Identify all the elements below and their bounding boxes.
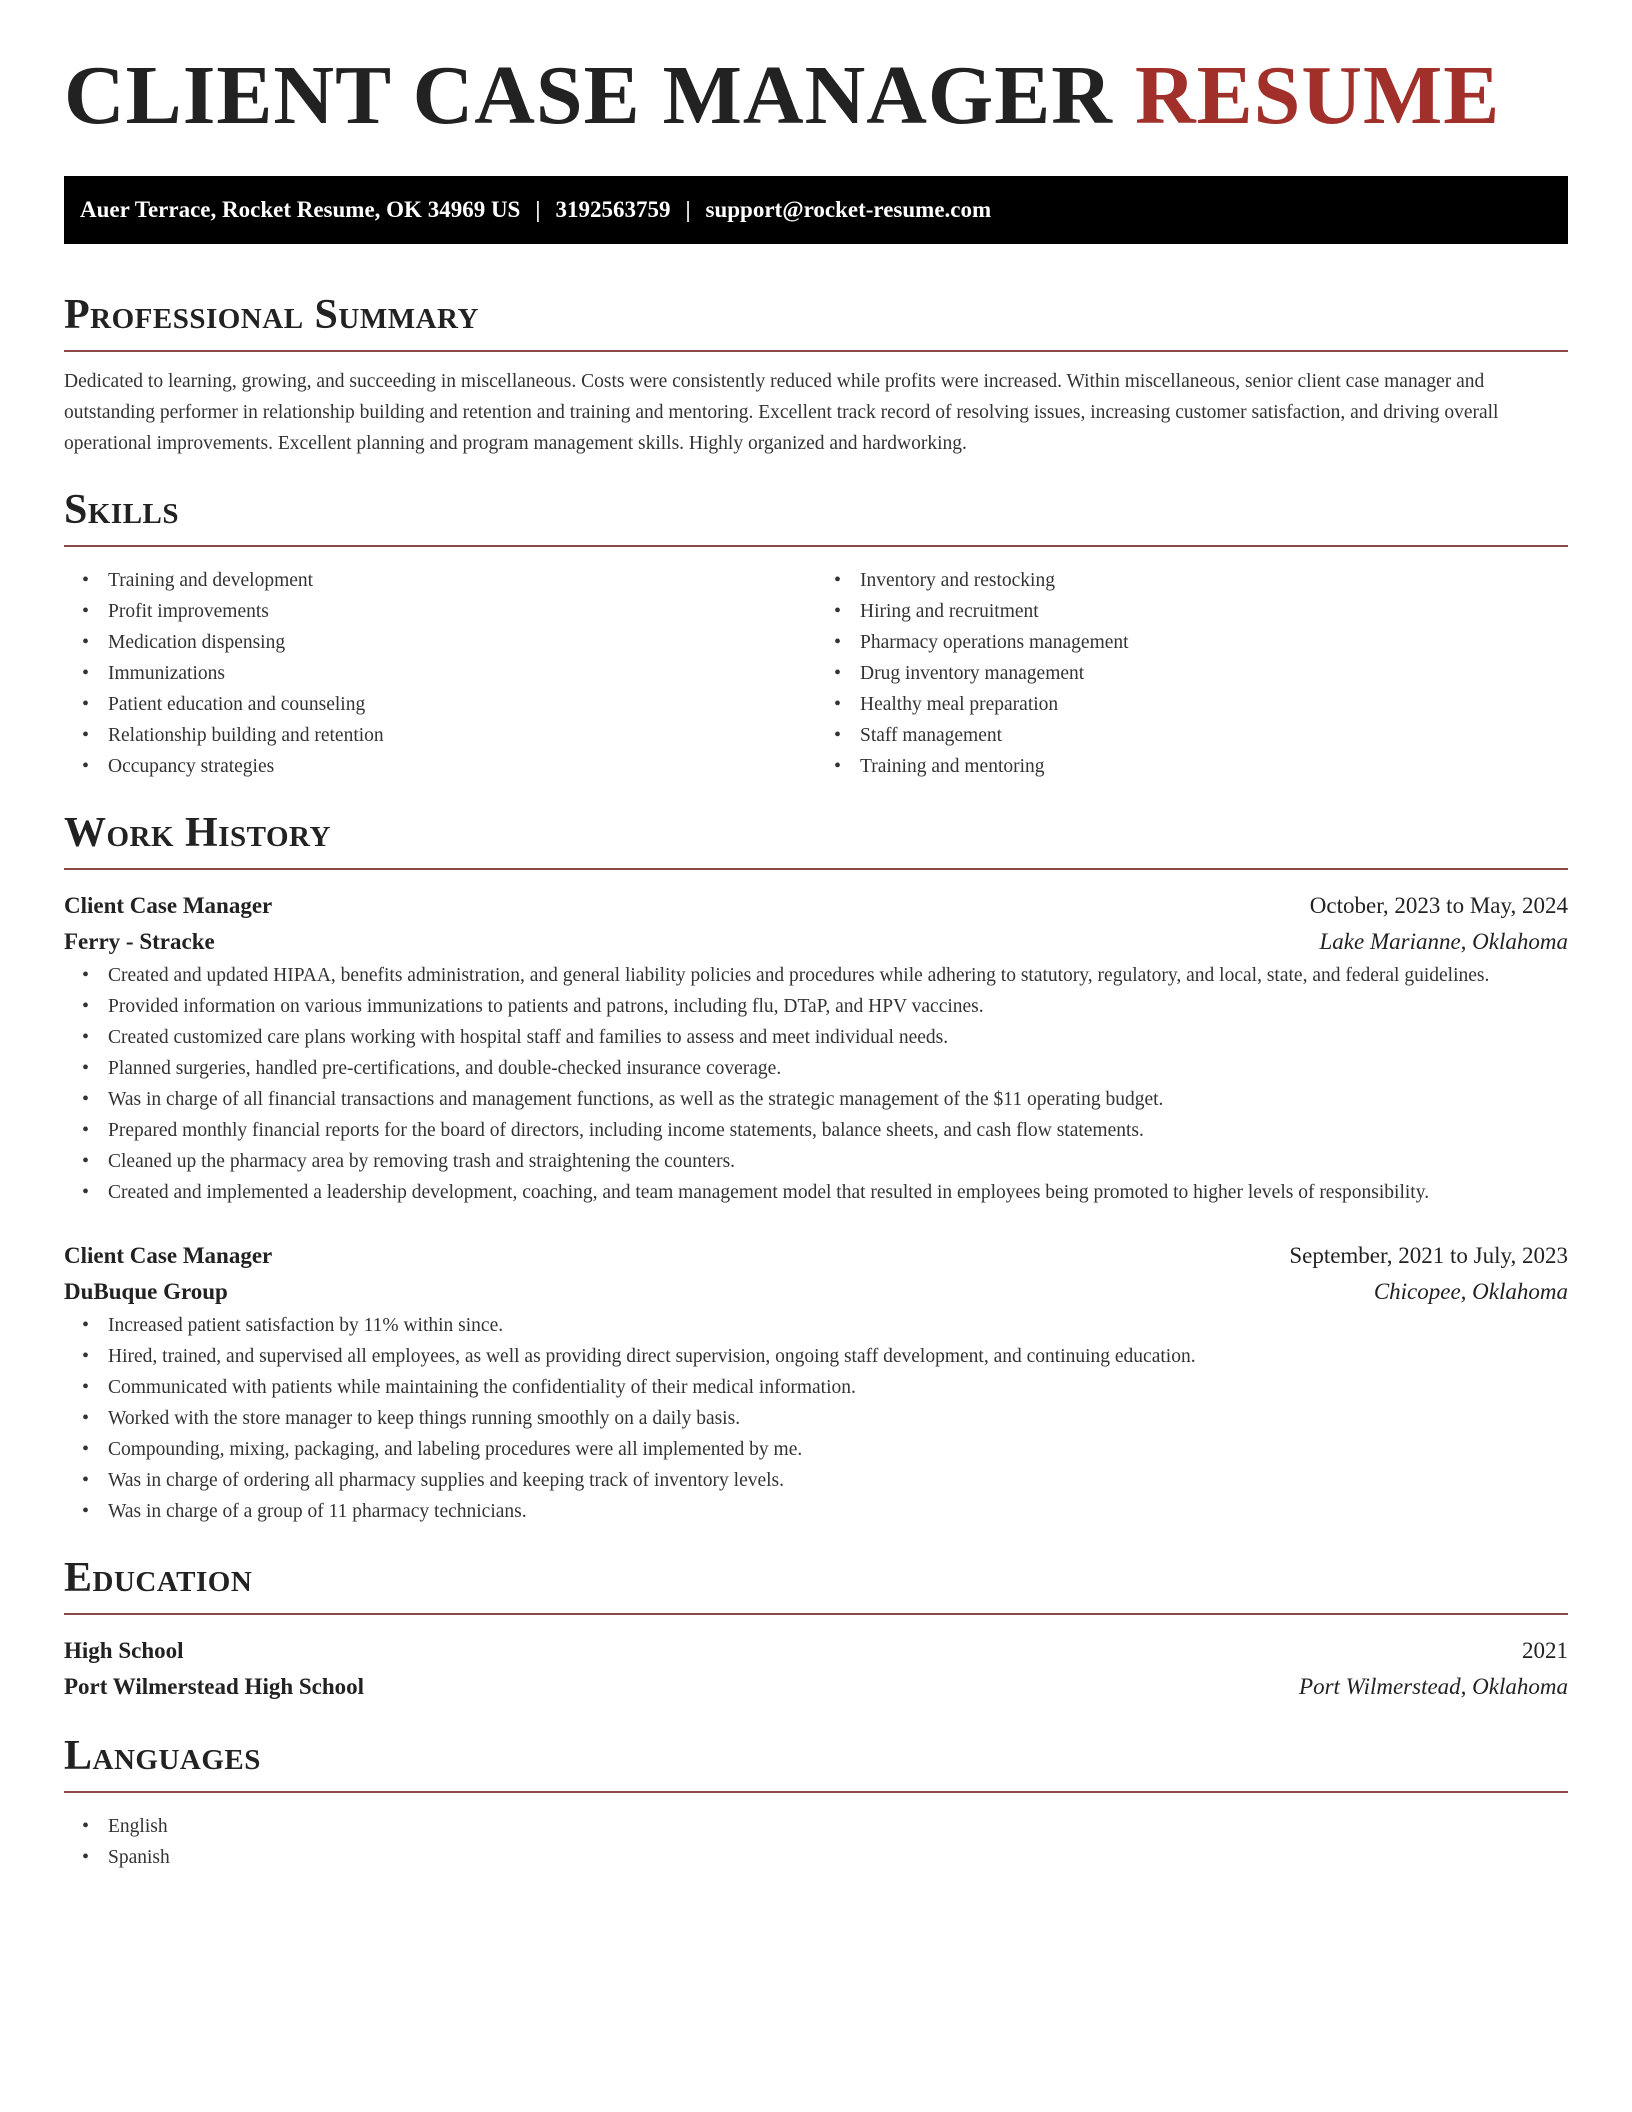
summary-text: Dedicated to learning, growing, and succeeding in miscellaneous. Costs were consistently reduced while profits were increased. Within miscellaneous, senior client case manager and outstanding performer in relationship building and retention and training and mentoring. Excellent track record of resolving issues, increasing customer satisfaction, and driving overall operational improvements. Excellent planning and program management skills. Highly organized and hardworking.	[64, 371, 1499, 454]
job-company-row	[64, 1274, 1568, 1310]
education-degree: High School	[64, 1638, 184, 1663]
section-divider	[64, 545, 1568, 547]
skill-item: • Patient education and counseling	[108, 689, 816, 720]
languages-list	[64, 1811, 1568, 1873]
education-heading: Education	[64, 1555, 253, 1601]
contact-address: Auer Terrace, Rocket Resume, OK 34969 US	[80, 197, 521, 222]
job-bullet: • Was in charge of all financial transactions and management functions, as well as the strategic management of the $11 operating budget.	[108, 1084, 1568, 1115]
contact-bar	[64, 176, 1568, 244]
skill-item: • Training and mentoring	[860, 751, 1568, 782]
summary-heading: Professional Summary	[64, 292, 479, 338]
resume-title	[64, 0, 1568, 142]
section-divider	[64, 1791, 1568, 1793]
job-bullet: • Cleaned up the pharmacy area by removing trash and straightening the counters.	[108, 1146, 1568, 1177]
job-company-row	[64, 924, 1568, 960]
job-bullets	[64, 960, 1568, 1208]
skill-item: • Medication dispensing	[108, 627, 816, 658]
job-bullet: • Provided information on various immunizations to patients and patrons, including flu, DTaP, and HPV vaccines.	[108, 991, 1568, 1022]
job-bullet: • Planned surgeries, handled pre-certifications, and double-checked insurance coverage.	[108, 1053, 1568, 1084]
section-divider	[64, 350, 1568, 352]
job-company: DuBuque Group	[64, 1279, 228, 1304]
job-dates: October, 2023 to May, 2024	[1309, 893, 1568, 918]
education-school-row	[64, 1669, 1568, 1705]
section-divider	[64, 1613, 1568, 1615]
contact-email: support@rocket-resume.com	[705, 197, 992, 222]
languages-heading: Languages	[64, 1733, 261, 1779]
job-location: Chicopee, Oklahoma	[1373, 1279, 1568, 1304]
skill-item: • Staff management	[860, 720, 1568, 751]
summary-section	[64, 294, 1568, 459]
education-year: 2021	[1522, 1638, 1568, 1663]
education-header-row	[64, 1633, 1568, 1669]
work-section	[64, 812, 1568, 1527]
education-school: Port Wilmerstead High School	[64, 1674, 365, 1699]
skill-item: • Hiring and recruitment	[860, 596, 1568, 627]
job-company: Ferry - Stracke	[64, 929, 215, 954]
job-location: Lake Marianne, Oklahoma	[1319, 929, 1568, 954]
skill-item: • Inventory and restocking	[860, 565, 1568, 596]
job-bullet: • Worked with the store manager to keep things running smoothly on a daily basis.	[108, 1403, 1568, 1434]
language-item: • English	[108, 1811, 1568, 1842]
job-bullet: • Created and implemented a leadership development, coaching, and team management model that resulted in employees being promoted to higher levels of responsibility.	[108, 1177, 1568, 1208]
job-entry	[64, 1238, 1568, 1527]
languages-section	[64, 1735, 1568, 1873]
skill-item: • Profit improvements	[108, 596, 816, 627]
job-title: Client Case Manager	[64, 893, 273, 918]
skills-list-right	[816, 565, 1568, 782]
job-bullets	[64, 1310, 1568, 1527]
skill-item: • Immunizations	[108, 658, 816, 689]
section-divider	[64, 868, 1568, 870]
skill-item: • Training and development	[108, 565, 816, 596]
title-accent: RESUME	[1134, 49, 1501, 142]
contact-separator: |	[535, 197, 541, 222]
skill-item: • Occupancy strategies	[108, 751, 816, 782]
contact-phone: 3192563759	[555, 197, 671, 222]
job-bullet: • Prepared monthly financial reports for the board of directors, including income statements, balance sheets, and cash flow statements.	[108, 1115, 1568, 1146]
skills-columns	[64, 565, 1568, 782]
job-bullet: • Increased patient satisfaction by 11% within since.	[108, 1310, 1568, 1341]
skills-list-left	[64, 565, 816, 782]
job-header-row	[64, 1238, 1568, 1274]
job-bullet: • Was in charge of ordering all pharmacy supplies and keeping track of inventory levels.	[108, 1465, 1568, 1496]
skill-item: • Pharmacy operations management	[860, 627, 1568, 658]
education-location: Port Wilmerstead, Oklahoma	[1299, 1674, 1568, 1699]
job-bullet: • Communicated with patients while maintaining the confidentiality of their medical information.	[108, 1372, 1568, 1403]
skill-item: • Drug inventory management	[860, 658, 1568, 689]
skill-item: • Healthy meal preparation	[860, 689, 1568, 720]
job-header-row	[64, 888, 1568, 924]
skills-section	[64, 489, 1568, 782]
skills-heading: Skills	[64, 487, 180, 533]
job-bullet: • Created and updated HIPAA, benefits administration, and general liability policies and procedures while adhering to statutory, regulatory, and local, state, and federal guidelines.	[108, 960, 1568, 991]
contact-separator: |	[685, 197, 691, 222]
education-section	[64, 1557, 1568, 1705]
education-entry	[64, 1633, 1568, 1705]
job-dates: September, 2021 to July, 2023	[1289, 1243, 1568, 1268]
skill-item: • Relationship building and retention	[108, 720, 816, 751]
job-bullet: • Compounding, mixing, packaging, and labeling procedures were all implemented by me.	[108, 1434, 1568, 1465]
job-entry	[64, 888, 1568, 1208]
language-item: • Spanish	[108, 1842, 1568, 1873]
job-bullet: • Hired, trained, and supervised all employees, as well as providing direct supervision, ongoing staff development, and continuing education.	[108, 1341, 1568, 1372]
job-title: Client Case Manager	[64, 1243, 273, 1268]
title-main: CLIENT CASE MANAGER	[64, 49, 1113, 142]
job-bullet: • Created customized care plans working with hospital staff and families to assess and meet individual needs.	[108, 1022, 1568, 1053]
work-heading: Work History	[64, 810, 331, 856]
job-bullet: • Was in charge of a group of 11 pharmacy technicians.	[108, 1496, 1568, 1527]
